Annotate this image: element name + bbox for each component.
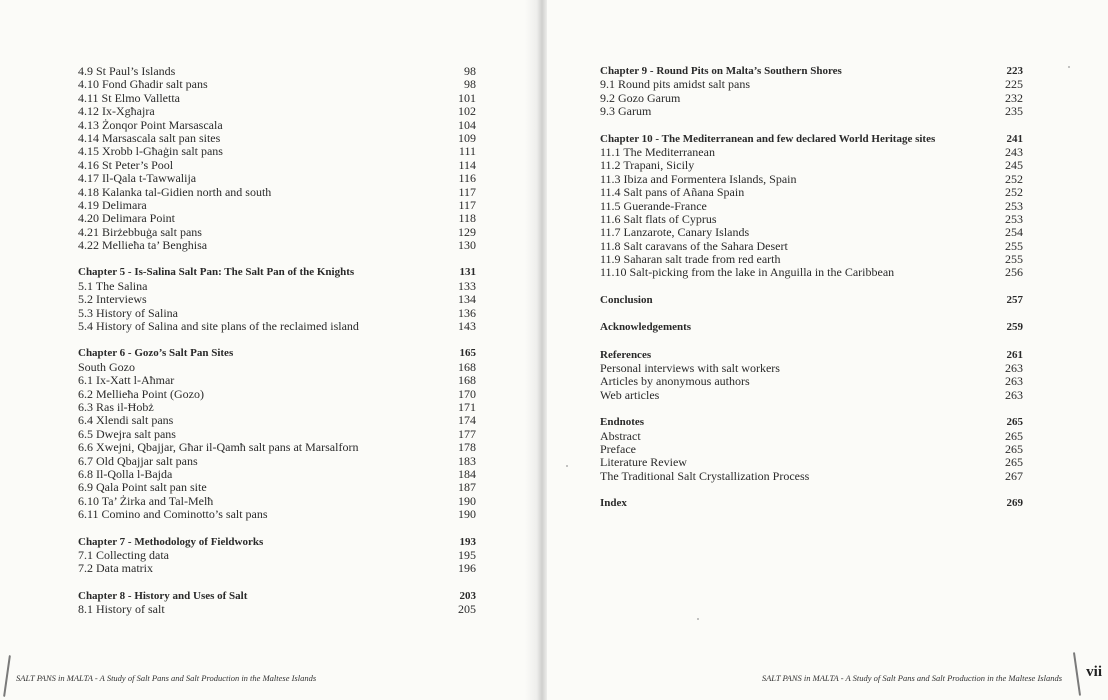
toc-entry-page-number: 184: [458, 466, 476, 481]
toc-entry: [78, 441, 476, 454]
toc-chapter-heading: [600, 416, 1023, 429]
toc-entry-page-number: 257: [1006, 293, 1023, 306]
toc-entry-title: 9.2 Gozo Garum: [600, 90, 681, 105]
toc-entry-page-number: 131: [459, 266, 476, 279]
left-page: [0, 0, 541, 700]
toc-entry: [78, 495, 476, 508]
toc-entry-title: Acknowledgements: [600, 321, 692, 334]
toc-entry-page-number: 104: [458, 117, 476, 132]
toc-left-column: [78, 65, 476, 630]
toc-entry-page-number: 253: [1005, 198, 1023, 213]
toc-entry: [600, 470, 1023, 483]
toc-right-column: [600, 65, 1023, 525]
toc-entry-title: 4.13 Żonqor Point Marsascala: [78, 117, 223, 132]
toc-entry-page-number: 205: [458, 602, 476, 617]
toc-entry: [78, 428, 476, 441]
toc-entry: [600, 146, 1023, 159]
toc-entry-title: References: [600, 348, 652, 361]
toc-entry-page-number: 118: [458, 211, 476, 226]
toc-entry: [78, 455, 476, 468]
toc-entry: [78, 508, 476, 521]
paper-speck: [566, 465, 568, 467]
toc-entry-page-number: 114: [458, 157, 476, 172]
toc-entry: [600, 266, 1023, 279]
toc-entry-page-number: 196: [458, 561, 476, 576]
toc-entry-page-number: 235: [1005, 104, 1023, 119]
toc-entry-title: 5.4 History of Salina and site plans of the reclaimed island: [78, 319, 359, 334]
toc-entry-page-number: 263: [1005, 361, 1023, 376]
toc-entry-page-number: 117: [458, 197, 476, 212]
toc-entry-page-number: 263: [1005, 387, 1023, 402]
toc-entry: [78, 132, 476, 145]
toc-section: [600, 416, 1023, 483]
toc-entry: [600, 430, 1023, 443]
toc-entry: [600, 159, 1023, 172]
toc-entry: [600, 240, 1023, 253]
toc-entry-title: 11.2 Trapani, Sicily: [600, 158, 695, 173]
toc-entry-title: 11.4 Salt pans of Añana Spain: [600, 185, 745, 200]
toc-entry-page-number: 269: [1006, 497, 1023, 510]
toc-entry-page-number: 265: [1006, 416, 1023, 429]
toc-entry-page-number: 253: [1005, 211, 1023, 226]
toc-entry: [78, 226, 476, 239]
toc-entry-page-number: 168: [458, 373, 476, 388]
toc-entry: [78, 468, 476, 481]
toc-entry-page-number: 243: [1005, 144, 1023, 159]
toc-entry-title: Chapter 7 - Methodology of Fieldworks: [78, 535, 264, 548]
toc-entry-page-number: 98: [464, 77, 476, 92]
toc-entry: [600, 78, 1023, 91]
toc-chapter-heading: [600, 65, 1023, 78]
toc-entry-page-number: 190: [458, 493, 476, 508]
toc-chapter-heading: [600, 294, 1023, 307]
toc-entry-title: 6.10 Ta’ Żirka and Tal-Melħ: [78, 493, 214, 508]
toc-entry: [78, 562, 476, 575]
toc-entry: [600, 226, 1023, 239]
toc-entry: [78, 549, 476, 562]
toc-entry-title: Index: [600, 497, 627, 510]
toc-entry-title: 6.6 Xwejni, Qbajjar, Għar il-Qamħ salt pans at Marsalforn: [78, 440, 359, 455]
toc-entry-page-number: 130: [458, 238, 476, 253]
toc-entry-title: 6.2 Mellieħa Point (Gozo): [78, 386, 204, 401]
toc-entry-page-number: 241: [1006, 132, 1023, 145]
toc-entry-title: 4.22 Mellieħa ta’ Benghisa: [78, 238, 208, 253]
toc-entry-title: 8.1 History of salt: [78, 602, 165, 617]
toc-entry: [78, 374, 476, 387]
toc-entry-title: 11.10 Salt-picking from the lake in Anguilla in the Caribbean: [600, 265, 895, 280]
toc-entry: [78, 293, 476, 306]
toc-entry-title: 11.9 Saharan salt trade from red earth: [600, 252, 781, 267]
toc-entry-title: Chapter 10 - The Mediterranean and few declared World Heritage sites: [600, 132, 936, 145]
toc-entry-title: 6.9 Qala Point salt pan site: [78, 480, 207, 495]
toc-entry-page-number: 223: [1006, 65, 1023, 77]
toc-entry-title: Endnotes: [600, 416, 645, 429]
toc-entry-title: 5.3 History of Salina: [78, 305, 178, 320]
toc-entry-title: 11.5 Guerande-France: [600, 198, 707, 213]
toc-entry: [78, 239, 476, 252]
toc-entry-page-number: 203: [459, 589, 476, 602]
toc-entry: [600, 92, 1023, 105]
toc-entry-page-number: 263: [1005, 374, 1023, 389]
toc-entry-title: 4.10 Fond Għadir salt pans: [78, 77, 208, 92]
toc-entry-page-number: 98: [464, 64, 476, 78]
toc-entry: [78, 172, 476, 185]
toc-entry: [600, 375, 1023, 388]
toc-entry-page-number: 136: [458, 305, 476, 320]
toc-entry-title: 5.2 Interviews: [78, 292, 147, 307]
toc-entry-title: 9.1 Round pits amidst salt pans: [600, 77, 750, 92]
running-footer-left: SALT PANS in MALTA - A Study of Salt Pans and Salt Production in the Maltese Islands: [16, 673, 317, 683]
toc-entry-page-number: 116: [458, 171, 476, 186]
toc-entry-title: 4.17 Il-Qala t-Tawwalija: [78, 171, 197, 186]
toc-entry: [78, 65, 476, 78]
toc-entry-page-number: 195: [458, 547, 476, 562]
page-number: vii: [1086, 664, 1102, 680]
toc-entry-page-number: 267: [1005, 468, 1023, 483]
toc-entry-page-number: 129: [458, 224, 476, 239]
toc-entry-title: 4.19 Delimara: [78, 197, 147, 212]
toc-entry-title: 7.1 Collecting data: [78, 547, 169, 562]
toc-entry-title: Conclusion: [600, 293, 653, 306]
toc-entry-title: 4.11 St Elmo Valletta: [78, 90, 180, 105]
toc-entry-title: 4.16 St Peter’s Pool: [78, 157, 174, 172]
toc-entry: [78, 159, 476, 172]
toc-entry: [78, 212, 476, 225]
toc-entry-page-number: 225: [1005, 77, 1023, 92]
toc-entry: [600, 253, 1023, 266]
toc-entry: [600, 456, 1023, 469]
toc-entry-page-number: 254: [1005, 225, 1023, 240]
toc-section: [600, 321, 1023, 334]
toc-entry-title: 11.8 Salt caravans of the Sahara Desert: [600, 238, 788, 253]
toc-entry-page-number: 252: [1005, 185, 1023, 200]
toc-entry: [78, 199, 476, 212]
toc-chapter-heading: [78, 266, 476, 279]
toc-entry-title: Chapter 5 - Is-Salina Salt Pan: The Salt Pan of the Knights: [78, 266, 355, 279]
toc-entry-title: 5.1 The Salina: [78, 278, 148, 293]
toc-entry: [78, 186, 476, 199]
toc-entry-title: Abstract: [600, 428, 641, 443]
toc-section: [78, 590, 476, 617]
toc-chapter-heading: [78, 590, 476, 603]
toc-section: [600, 133, 1023, 280]
toc-entry-title: 6.7 Old Qbajjar salt pans: [78, 453, 198, 468]
toc-entry-page-number: 265: [1005, 455, 1023, 470]
toc-entry-page-number: 261: [1006, 348, 1023, 361]
toc-entry: [78, 401, 476, 414]
toc-entry-page-number: 143: [458, 319, 476, 334]
toc-entry-title: 4.21 Birżebbuġa salt pans: [78, 224, 202, 239]
toc-entry-page-number: 109: [458, 130, 476, 145]
toc-entry: [78, 414, 476, 427]
toc-entry: [600, 213, 1023, 226]
toc-entry-title: 6.8 Il-Qolla l-Bajda: [78, 466, 173, 481]
toc-section: [600, 294, 1023, 307]
toc-entry-title: Chapter 9 - Round Pits on Malta’s Southern Shores: [600, 65, 842, 77]
toc-entry-page-number: 101: [458, 90, 476, 105]
toc-entry-page-number: 193: [459, 535, 476, 548]
toc-entry: [600, 443, 1023, 456]
toc-entry: [600, 173, 1023, 186]
toc-entry-page-number: 232: [1005, 90, 1023, 105]
toc-entry-page-number: 265: [1005, 441, 1023, 456]
toc-entry: [78, 388, 476, 401]
toc-entry-page-number: 259: [1006, 321, 1023, 334]
toc-entry: [78, 105, 476, 118]
toc-entry-title: Articles by anonymous authors: [600, 374, 750, 389]
toc-entry-page-number: 117: [458, 184, 476, 199]
toc-entry: [78, 280, 476, 293]
toc-entry-title: South Gozo: [78, 359, 135, 374]
toc-chapter-heading: [600, 497, 1023, 510]
toc-entry-title: The Traditional Salt Crystallization Process: [600, 468, 810, 483]
toc-entry: [78, 603, 476, 616]
toc-chapter-heading: [78, 536, 476, 549]
toc-entry: [600, 186, 1023, 199]
toc-entry-title: 6.1 Ix-Xatt l-Aħmar: [78, 373, 175, 388]
toc-entry: [600, 389, 1023, 402]
toc-entry-page-number: 174: [458, 413, 476, 428]
toc-entry: [78, 307, 476, 320]
toc-entry-title: 4.9 St Paul’s Islands: [78, 64, 176, 78]
leaf-ornament: [3, 655, 11, 697]
toc-entry-title: 11.7 Lanzarote, Canary Islands: [600, 225, 750, 240]
toc-entry-page-number: 134: [458, 292, 476, 307]
toc-entry-title: 11.6 Salt flats of Cyprus: [600, 211, 717, 226]
toc-entry-title: 9.3 Garum: [600, 104, 652, 119]
toc-entry-title: Preface: [600, 441, 636, 456]
toc-entry-page-number: 256: [1005, 265, 1023, 280]
toc-section: [78, 536, 476, 576]
toc-entry-title: 6.11 Comino and Cominotto’s salt pans: [78, 507, 268, 522]
toc-entry: [600, 362, 1023, 375]
toc-chapter-heading: [600, 321, 1023, 334]
toc-entry-page-number: 168: [458, 359, 476, 374]
toc-entry-page-number: 165: [459, 347, 476, 360]
toc-entry-title: 4.15 Xrobb l-Għaġin salt pans: [78, 144, 223, 159]
toc-entry: [78, 361, 476, 374]
toc-entry-page-number: 178: [458, 440, 476, 455]
paper-speck: [697, 618, 699, 620]
toc-entry-page-number: 183: [458, 453, 476, 468]
toc-entry-page-number: 245: [1005, 158, 1023, 173]
toc-entry-page-number: 265: [1005, 428, 1023, 443]
toc-entry-page-number: 177: [458, 426, 476, 441]
right-page: [547, 0, 1108, 700]
toc-entry-title: 6.3 Ras il-Ħobż: [78, 399, 154, 414]
toc-entry-title: 4.12 Ix-Xgħajra: [78, 104, 155, 119]
toc-entry-title: 4.18 Kalanka tal-Gidien north and south: [78, 184, 272, 199]
toc-section: [78, 347, 476, 521]
toc-entry-page-number: 171: [458, 399, 476, 414]
leaf-ornament: [1073, 652, 1081, 696]
toc-entry: [78, 78, 476, 91]
toc-chapter-heading: [600, 349, 1023, 362]
toc-entry-title: 6.5 Dwejra salt pans: [78, 426, 176, 441]
toc-entry-title: Web articles: [600, 387, 660, 402]
toc-entry-page-number: 190: [458, 507, 476, 522]
toc-entry-page-number: 255: [1005, 238, 1023, 253]
toc-entry-page-number: 111: [458, 144, 476, 159]
toc-entry-page-number: 255: [1005, 252, 1023, 267]
toc-entry: [78, 92, 476, 105]
toc-entry-title: Chapter 8 - History and Uses of Salt: [78, 589, 248, 602]
toc-entry-page-number: 102: [458, 104, 476, 119]
running-footer-right: SALT PANS in MALTA - A Study of Salt Pans and Salt Production in the Maltese Islands: [761, 673, 1062, 683]
toc-entry: [78, 481, 476, 494]
toc-section: [600, 65, 1023, 119]
toc-entry-title: Chapter 6 - Gozo’s Salt Pan Sites: [78, 347, 234, 360]
toc-entry-title: 6.4 Xlendi salt pans: [78, 413, 174, 428]
toc-entry-title: Personal interviews with salt workers: [600, 361, 780, 376]
toc-section: [78, 266, 476, 333]
toc-section: [600, 349, 1023, 403]
toc-entry-title: 11.1 The Mediterranean: [600, 144, 715, 159]
toc-chapter-heading: [600, 133, 1023, 146]
toc-entry-title: 11.3 Ibiza and Formentera Islands, Spain: [600, 171, 797, 186]
toc-entry-page-number: 133: [458, 278, 476, 293]
toc-entry-title: Literature Review: [600, 455, 687, 470]
toc-entry: [78, 145, 476, 158]
toc-entry: [600, 200, 1023, 213]
toc-entry-title: 4.20 Delimara Point: [78, 211, 175, 226]
toc-chapter-heading: [78, 347, 476, 360]
toc-section: [78, 65, 476, 252]
toc-section: [600, 497, 1023, 510]
toc-entry-page-number: 170: [458, 386, 476, 401]
paper-speck: [1068, 66, 1070, 68]
toc-entry: [78, 119, 476, 132]
toc-entry-page-number: 252: [1005, 171, 1023, 186]
toc-entry: [78, 320, 476, 333]
toc-entry-page-number: 187: [458, 480, 476, 495]
toc-entry: [600, 105, 1023, 118]
toc-entry-title: 4.14 Marsascala salt pan sites: [78, 130, 221, 145]
toc-entry-title: 7.2 Data matrix: [78, 561, 153, 576]
